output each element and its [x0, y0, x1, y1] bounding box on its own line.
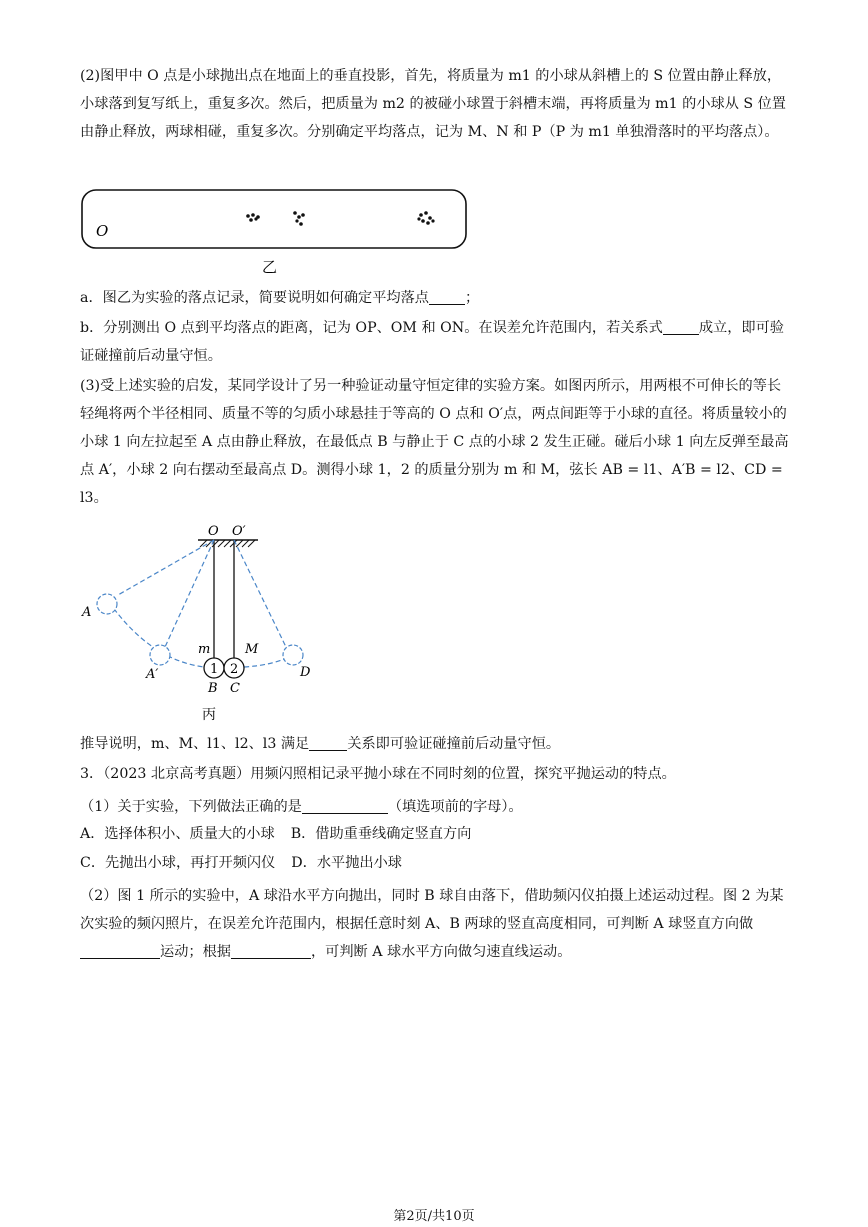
dashed-string-a-prime — [165, 540, 214, 647]
answer-blank-q3-2a[interactable] — [80, 942, 160, 959]
ball-1-number: 1 — [210, 662, 219, 677]
figure-yi — [80, 188, 470, 278]
answer-blank-q3-1[interactable] — [302, 797, 388, 814]
point-d-label: D — [300, 665, 311, 680]
answer-blank-a[interactable] — [429, 288, 465, 305]
figure-bing-caption: 丙 — [202, 707, 216, 723]
mass-m-label: m — [198, 642, 211, 657]
q2b-line: b．分别测出 O 点到平均落点的距离，记为 OP、OM 和 ON。在误差允许范围内，若关系式 成立，即可验证碰撞前后动量守恒。 — [80, 320, 784, 364]
option-b[interactable]: B．借助重垂线确定竖直方向 — [290, 826, 472, 842]
landing-cluster-n — [417, 211, 434, 225]
figure-bing — [80, 520, 340, 730]
ball-at-d — [283, 645, 303, 665]
option-a[interactable]: A．选择体积小、质量大的小球 — [80, 826, 275, 842]
derive-line: 推导说明，m、M、l1、l2、l3 满足 关系即可验证碰撞前后动量守恒。 — [80, 736, 561, 752]
dashed-string-a — [118, 540, 214, 595]
landing-cluster-p — [293, 211, 305, 226]
point-a-label: A — [82, 605, 92, 620]
mass-big-m-label: M — [245, 642, 259, 657]
page-footer: 第2页/共10页 — [393, 1209, 475, 1224]
point-b-label: B — [208, 681, 218, 696]
q2a-line: a．图乙为实验的落点记录，简要说明如何确定平均落点 ； — [80, 290, 480, 306]
q3-header: 3．（2023 北京高考真题）用频闪照相记录平抛小球在不同时刻的位置，探究平抛运动的特点。 — [80, 766, 676, 782]
landing-cluster-m — [246, 213, 260, 222]
origin-o-label: O — [96, 222, 109, 240]
dashed-string-d — [234, 540, 286, 647]
point-o-prime-label: O′ — [232, 524, 246, 539]
ball-at-a — [97, 594, 117, 614]
ball-at-a-prime — [150, 645, 170, 665]
option-c[interactable]: C．先抛出小球，再打开频闪仪 — [80, 855, 276, 871]
answer-blank-b[interactable] — [663, 318, 699, 335]
options-row-2 — [80, 849, 792, 877]
answer-blank-derive[interactable] — [309, 734, 347, 751]
landing-paper — [82, 190, 466, 248]
q2-paragraph: (2)图甲中 O 点是小球抛出点在地面上的垂直投影，首先，将质量为 m1 的小球从斜槽上的 S 位置由静止释放，小球落到复写纸上，重复多次。然后，把质量为 m2 的被碰小球置于斜槽末端，再将质量为 m1 的小球从 S 位置由静止释放，两球相碰，重复多次。分别确定平均落点，记为 M、N 和 P（P 为 m1 单独滑落时的平均落点）。 — [80, 68, 786, 140]
point-a-prime-label: A′ — [146, 667, 159, 682]
options-row-1 — [80, 820, 792, 848]
ceiling-hatch — [200, 540, 255, 547]
q3-paragraph: (3)受上述实验的启发，某同学设计了另一种验证动量守恒定律的实验方案。如图丙所示，用两根不可伸长的等长轻绳将两个半径相同、质量不等的匀质小球悬挂于等高的 O 点和 O′点，两点间距等于小球的直径。将质量较小的小球 1 向左拉起至 A 点由静止释放，在最低点 B 与静止于 C 点的小球 2 发生正碰。碰后小球 1 向左反弹至最高点 A′，小球 2 向右摆动至最高点 D。测得小球 1，2 的质量分别为 m 和 M，弦长 AB = l1、A′B = l2、CD = l3。 — [80, 378, 789, 506]
q3-1-line: （1）关于实验，下列做法正确的是 （填选项前的字母）。 — [80, 799, 523, 815]
option-d[interactable]: D．水平抛出小球 — [291, 855, 402, 871]
point-o-label: O — [208, 524, 219, 539]
point-c-label: C — [230, 681, 240, 696]
ball-2-number: 2 — [230, 662, 239, 677]
answer-blank-q3-2b[interactable] — [231, 942, 311, 959]
q3-2-paragraph: （2）图 1 所示的实验中，A 球沿水平方向抛出，同时 B 球自由落下，借助频闪仪拍摄上述运动过程。图 2 为某次实验的频闪照片，在误差允许范围内，根据任意时刻 A、B 两球的竖直高度相同，可判断 A 球竖直方向做运动；根据 ，可判断 A 球水平方向做匀速直线运动。 — [80, 888, 784, 960]
figure-yi-caption: 乙 — [262, 258, 278, 276]
